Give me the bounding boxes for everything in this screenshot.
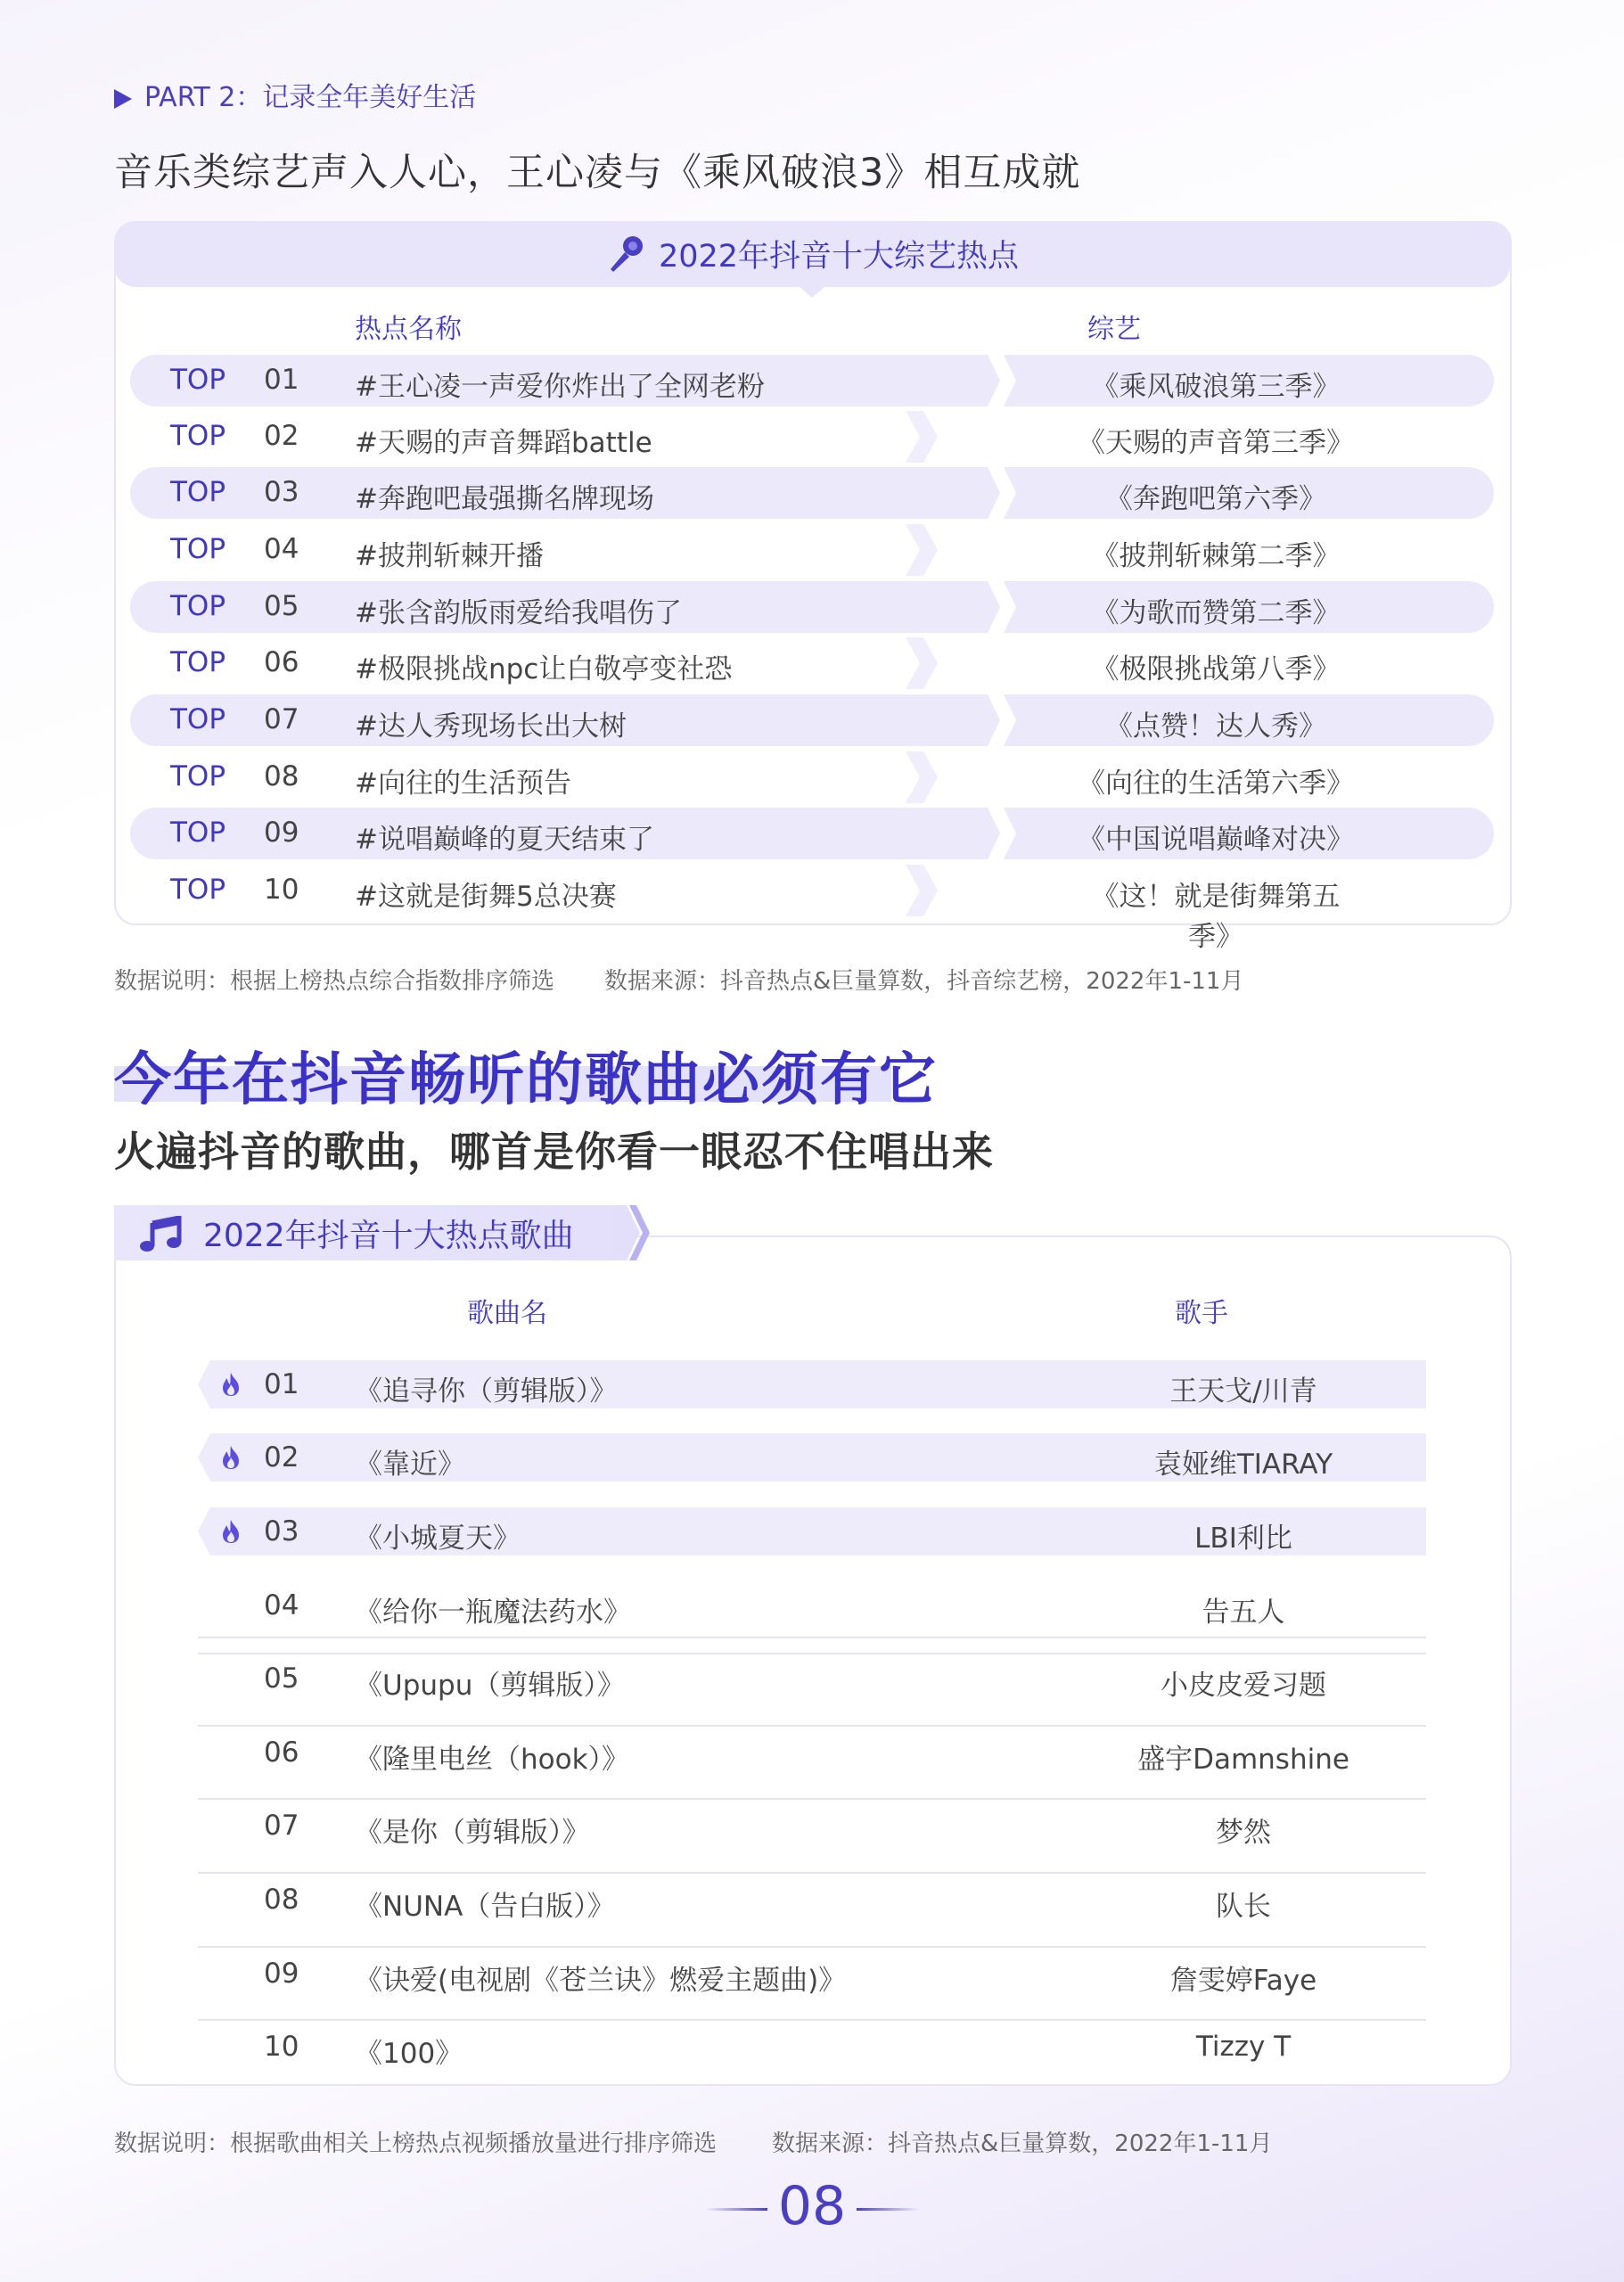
artist-name: 王天戈/川青 (1169, 1375, 1317, 1408)
col-header-artist: 歌手 (1175, 1298, 1228, 1329)
song-name: 《诀爱(电视剧《苍兰诀》燃爱主题曲)》 (355, 1965, 847, 1997)
variety-show-name: 《点赞！达人秀》 (1105, 710, 1326, 743)
song-name: 《追寻你（剪辑版）》 (355, 1375, 618, 1408)
song-row (198, 1360, 1426, 1408)
song-name: 《是你（剪辑版）》 (355, 1817, 590, 1849)
hot-topic: #极限挑战npc让白敬亭变社恐 (355, 653, 733, 685)
artist-name: 告五人 (1202, 1597, 1285, 1629)
songs-big-title: 今年在抖音畅听的歌曲必须有它 (114, 1047, 938, 1113)
hot-topic: #披荆斩棘开播 (355, 540, 544, 572)
row-separator (198, 1946, 1426, 1948)
rank-number: 03 (264, 1515, 299, 1547)
col-header-song: 歌曲名 (467, 1298, 547, 1329)
hot-topic: #这就是街舞5总决赛 (355, 881, 617, 913)
rank-number: 07 (264, 703, 299, 735)
rank-number: 07 (264, 1810, 299, 1842)
songs-panel-title: 2022年抖音十大热点歌曲 (203, 1218, 574, 1254)
row-chevron (906, 865, 938, 916)
song-row (198, 1507, 1426, 1556)
variety-show-name: 《为歌而赞第二季》 (1091, 597, 1341, 629)
song-name: 《Upupu（剪辑版）》 (355, 1670, 625, 1702)
hot-topic: #达人秀现场长出大树 (355, 710, 627, 743)
variety-row (130, 694, 1494, 746)
header-pointer (798, 285, 826, 298)
top-label: TOP (170, 817, 226, 849)
artist-name: 梦然 (1216, 1817, 1271, 1849)
rank-number: 06 (264, 646, 299, 678)
song-name: 《给你一瓶魔法药水》 (355, 1597, 631, 1629)
song-name: 《隆里电丝（hook）》 (355, 1744, 630, 1776)
hot-topic: #张含韵版雨爱给我唱伤了 (355, 597, 682, 629)
song-name: 《100》 (355, 2038, 463, 2070)
variety-show-name: 《向往的生活第六季》 (1078, 768, 1354, 800)
song-row (198, 1728, 1426, 1777)
top-label: TOP (170, 760, 226, 792)
top-label: TOP (170, 476, 226, 508)
variety-row (130, 411, 1494, 463)
artist-name: 袁娅维TIARAY (1153, 1449, 1333, 1481)
artist-name: LBI利比 (1194, 1523, 1292, 1555)
rank-number: 09 (264, 817, 299, 849)
row-chevron (906, 751, 938, 803)
row-separator (198, 1653, 1426, 1654)
music-note-icon (138, 1216, 185, 1257)
song-row (198, 2023, 1426, 2071)
variety-show-name: 《披荆斩棘第二季》 (1091, 540, 1341, 572)
hot-topic: #说唱巅峰的夏天结束了 (355, 824, 654, 856)
variety-table-title-text: 2022年抖音十大综艺热点 (658, 239, 1020, 275)
artist-name: 队长 (1216, 1891, 1271, 1923)
variety-show-name: 《极限挑战第八季》 (1091, 653, 1341, 685)
variety-note-source: 数据来源：抖音热点&巨量算数，抖音综艺榜，2022年1-11月 (604, 968, 1244, 995)
rank-number: 05 (264, 1662, 299, 1695)
artist-name: Tizzy T (1195, 2031, 1292, 2063)
variety-row (130, 524, 1494, 576)
song-name: 《靠近》 (355, 1449, 465, 1481)
rank-number: 04 (264, 1589, 299, 1621)
hot-topic: #奔跑吧最强撕名牌现场 (355, 483, 654, 515)
rank-number: 06 (264, 1736, 299, 1769)
variety-note-desc: 数据说明：根据上榜热点综合指数排序筛选 (114, 968, 555, 995)
rank-number: 01 (264, 1368, 299, 1400)
part-label-text: PART 2：记录全年美好生活 (144, 82, 477, 113)
row-separator (198, 1872, 1426, 1874)
song-row (198, 1654, 1426, 1703)
microphone-icon (605, 234, 646, 283)
rank-number: 08 (264, 1884, 299, 1916)
fire-icon (219, 1372, 242, 1397)
song-row (198, 1950, 1426, 1998)
page-number-text: 08 (777, 2175, 847, 2237)
top-label: TOP (170, 420, 226, 452)
part-label (114, 75, 476, 114)
song-row (198, 1433, 1426, 1482)
variety-row (130, 808, 1494, 859)
row-chevron (906, 411, 938, 463)
top-label: TOP (170, 646, 226, 678)
variety-row (130, 751, 1494, 803)
rank-number: 02 (264, 420, 299, 452)
artist-name: 詹雯婷Faye (1169, 1965, 1317, 1997)
section-title: 音乐类综艺声入人心，王心凌与《乘风破浪3》相互成就 (114, 151, 1081, 195)
artist-name: 盛宇Damnshine (1137, 1744, 1349, 1776)
song-row (198, 1876, 1426, 1924)
hot-topic: #向往的生活预告 (355, 768, 571, 800)
variety-show-name: 《奔跑吧第六季》 (1105, 483, 1326, 515)
rank-number: 10 (264, 2031, 299, 2063)
songs-note-desc: 数据说明：根据歌曲相关上榜热点视频播放量进行排序筛选 (114, 2130, 718, 2157)
rank-number: 10 (264, 874, 299, 906)
variety-show-name: 《中国说唱巅峰对决》 (1078, 824, 1354, 856)
row-separator (198, 2019, 1426, 2021)
variety-row (130, 865, 1494, 953)
rank-number: 08 (264, 760, 299, 792)
rank-number: 02 (264, 1441, 299, 1473)
variety-show-name: 《这！就是街舞第五季》 (1091, 881, 1341, 953)
song-row (198, 1802, 1426, 1850)
top-label: TOP (170, 364, 226, 396)
triangle-bullet-icon (114, 89, 132, 109)
variety-show-name: 《天赐的声音第三季》 (1078, 427, 1354, 459)
rank-number: 09 (264, 1958, 299, 1990)
row-chevron (906, 524, 938, 576)
top-label: TOP (170, 703, 226, 735)
songs-subtitle: 火遍抖音的歌曲，哪首是你看一眼忍不住唱出来 (114, 1128, 994, 1176)
artist-name: 小皮皮爱习题 (1161, 1670, 1326, 1702)
variety-show-name: 《乘风破浪第三季》 (1091, 371, 1341, 403)
song-name: 《小城夏天》 (355, 1523, 521, 1555)
hot-topic: #天赐的声音舞蹈battle (355, 427, 652, 459)
row-separator (198, 1725, 1426, 1727)
top-label: TOP (170, 533, 226, 565)
row-chevron (906, 637, 938, 689)
row-separator (198, 1798, 1426, 1800)
variety-row (130, 355, 1494, 406)
top-label: TOP (170, 590, 226, 622)
page-number-line-right (857, 2208, 919, 2211)
col-header-show: 综艺 (1087, 314, 1141, 345)
song-name: 《NUNA（告白版）》 (355, 1891, 615, 1923)
rank-number: 03 (264, 476, 299, 508)
rank-number: 05 (264, 590, 299, 622)
rank-number: 01 (264, 364, 299, 396)
variety-row (130, 467, 1494, 519)
hot-topic: #王心凌一声爱你炸出了全网老粉 (355, 371, 765, 403)
top-label: TOP (170, 874, 226, 906)
variety-row (130, 581, 1494, 633)
songs-note-source: 数据来源：抖音热点&巨量算数，2022年1-11月 (772, 2130, 1273, 2157)
col-header-topic: 热点名称 (355, 314, 462, 345)
row-separator (198, 1637, 1426, 1638)
page-number-line-left (705, 2208, 767, 2211)
page-number (0, 2175, 1624, 2237)
fire-icon (219, 1445, 242, 1470)
variety-row (130, 637, 1494, 689)
song-row (198, 1581, 1426, 1629)
rank-number: 04 (264, 533, 299, 565)
variety-table-title (0, 232, 1624, 283)
fire-icon (219, 1519, 242, 1544)
